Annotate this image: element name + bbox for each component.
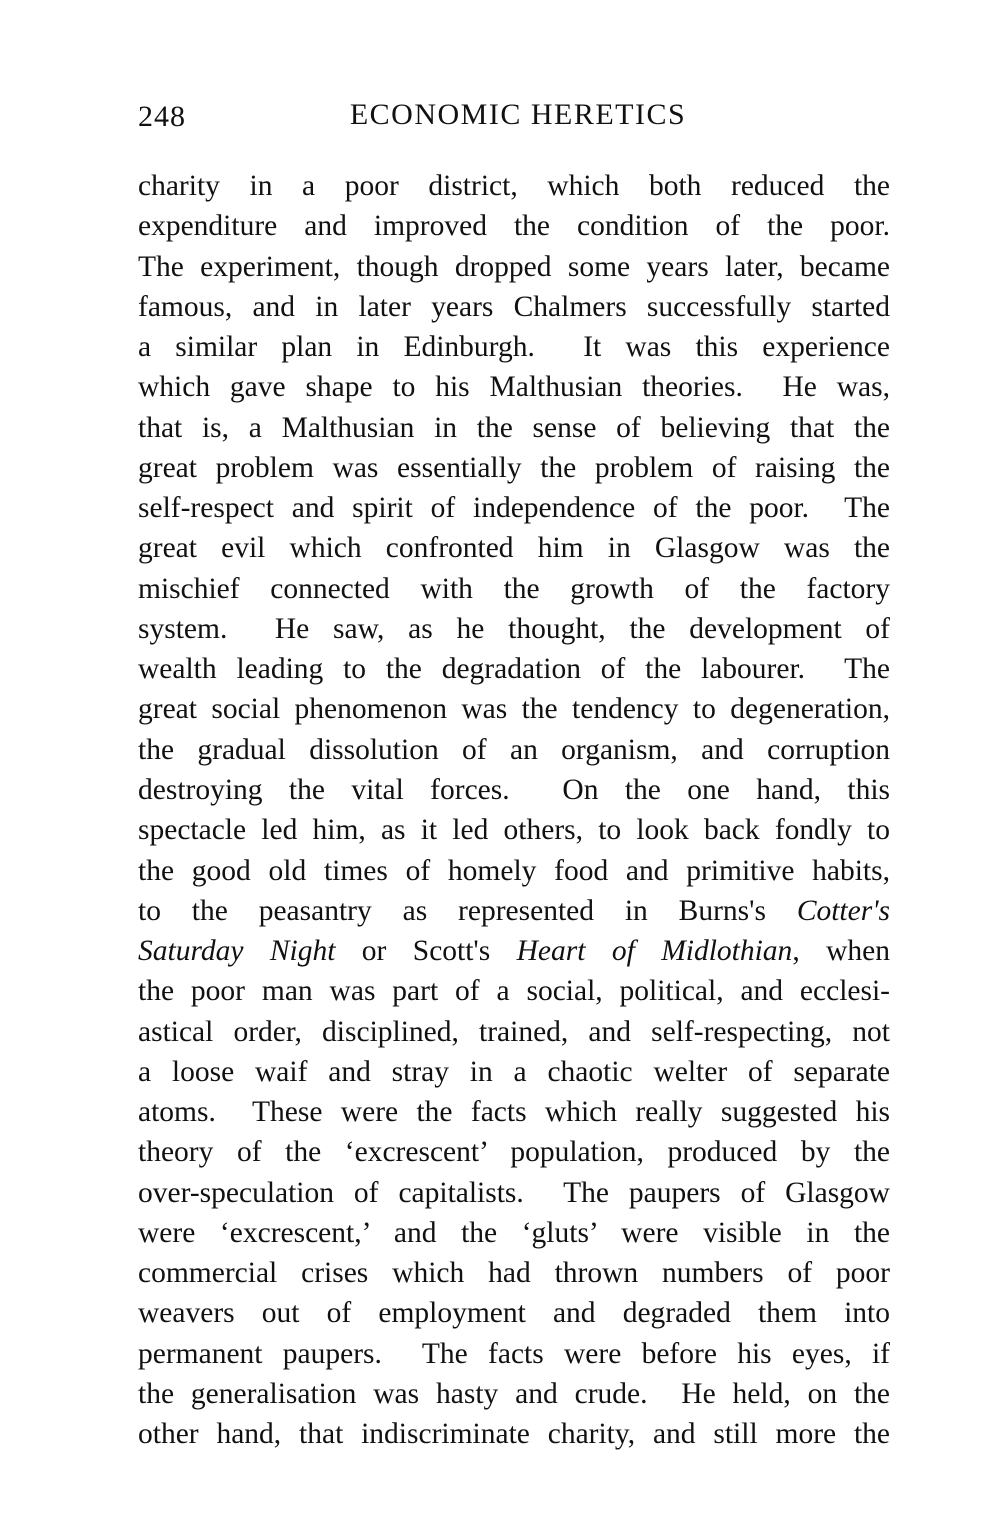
text-line	[138, 649, 890, 689]
text-segment: commercial crises which had thrown numbers of poor	[138, 1257, 890, 1290]
text-line	[138, 488, 890, 528]
italic-title-text: Saturday Night	[138, 935, 336, 968]
text-line	[138, 528, 890, 568]
text-segment: mischief connected with the growth of the factory	[138, 572, 890, 605]
text-segment: self-respect and spirit of independence of the poor. The	[138, 492, 890, 525]
text-line	[138, 810, 890, 850]
text-line	[138, 166, 890, 206]
text-line	[138, 851, 890, 891]
text-line	[138, 1374, 890, 1414]
text-segment: famous, and in later years Chalmers successfully started	[138, 290, 890, 323]
text-segment: weavers out of employment and degraded them into	[138, 1297, 890, 1330]
running-title: ECONOMIC HERETICS	[349, 98, 687, 131]
running-header	[138, 98, 890, 142]
text-line	[138, 689, 890, 729]
text-segment: great evil which confronted him in Glasgow was the	[138, 532, 890, 565]
text-segment: atoms. These were the facts which really suggested his	[138, 1096, 890, 1129]
page-number: 248	[138, 100, 186, 133]
text-segment: to the peasantry as represented in Burns's	[138, 894, 797, 927]
text-segment: system. He saw, as he thought, the development of	[138, 612, 890, 645]
text-line	[138, 1173, 890, 1213]
text-segment: destroying the vital forces. On the one hand, this	[138, 773, 890, 806]
body-text	[138, 166, 890, 1455]
text-line	[138, 1132, 890, 1172]
italic-title-text: Heart of Midlothian	[516, 935, 793, 968]
text-segment: theory of the ‘excrescent’ population, produced by the	[138, 1136, 890, 1169]
text-line	[138, 1414, 890, 1454]
text-line	[138, 247, 890, 287]
text-line	[138, 1334, 890, 1374]
text-line	[138, 206, 890, 246]
text-line	[138, 1293, 890, 1333]
text-line	[138, 1092, 890, 1132]
text-segment: great social phenomenon was the tendency to degeneration,	[138, 693, 890, 726]
text-segment: permanent paupers. The facts were before his eyes, if	[138, 1337, 890, 1370]
text-line	[138, 1213, 890, 1253]
text-line	[138, 891, 890, 931]
text-line	[138, 367, 890, 407]
text-segment: The experiment, though dropped some years later, became	[138, 250, 890, 283]
text-segment: astical order, disciplined, trained, and self-respecting, not	[138, 1015, 890, 1048]
text-segment: that is, a Malthusian in the sense of believing that the	[138, 411, 890, 444]
text-segment: other hand, that indiscriminate charity, and still more the	[138, 1418, 890, 1451]
text-line	[138, 327, 890, 367]
text-segment: , when	[792, 935, 890, 968]
text-segment: a loose waif and stray in a chaotic welter of separate	[138, 1055, 890, 1088]
text-segment: great problem was essentially the problem of raising the	[138, 451, 890, 484]
text-line	[138, 971, 890, 1011]
text-line	[138, 1012, 890, 1052]
text-segment: or Scott's	[335, 935, 517, 968]
text-segment: expenditure and improved the condition of the poor.	[138, 210, 890, 243]
text-line	[138, 287, 890, 327]
text-line	[138, 448, 890, 488]
text-segment: the poor man was part of a social, political, and ecclesi-	[138, 975, 890, 1008]
text-segment: wealth leading to the degradation of the labourer. The	[138, 653, 890, 686]
text-line	[138, 408, 890, 448]
text-line	[138, 931, 890, 971]
text-line	[138, 1253, 890, 1293]
text-segment: spectacle led him, as it led others, to look back fondly to	[138, 814, 890, 847]
text-line	[138, 770, 890, 810]
text-line	[138, 609, 890, 649]
text-segment: were ‘excrescent,’ and the ‘gluts’ were visible in the	[138, 1216, 890, 1249]
text-segment: a similar plan in Edinburgh. It was this experience	[138, 331, 890, 364]
text-line	[138, 569, 890, 609]
text-segment: charity in a poor district, which both reduced the	[138, 170, 890, 202]
text-segment: over-speculation of capitalists. The paupers of Glasgow	[138, 1176, 890, 1209]
text-segment: the generalisation was hasty and crude. He held, on the	[138, 1377, 890, 1410]
text-segment: the good old times of homely food and primitive habits,	[138, 854, 890, 887]
text-line	[138, 730, 890, 770]
text-line	[138, 1052, 890, 1092]
text-segment: the gradual dissolution of an organism, and corruption	[138, 733, 890, 766]
italic-title-text: Cotter's	[796, 894, 890, 927]
text-segment: which gave shape to his Malthusian theories. He was,	[138, 371, 890, 404]
